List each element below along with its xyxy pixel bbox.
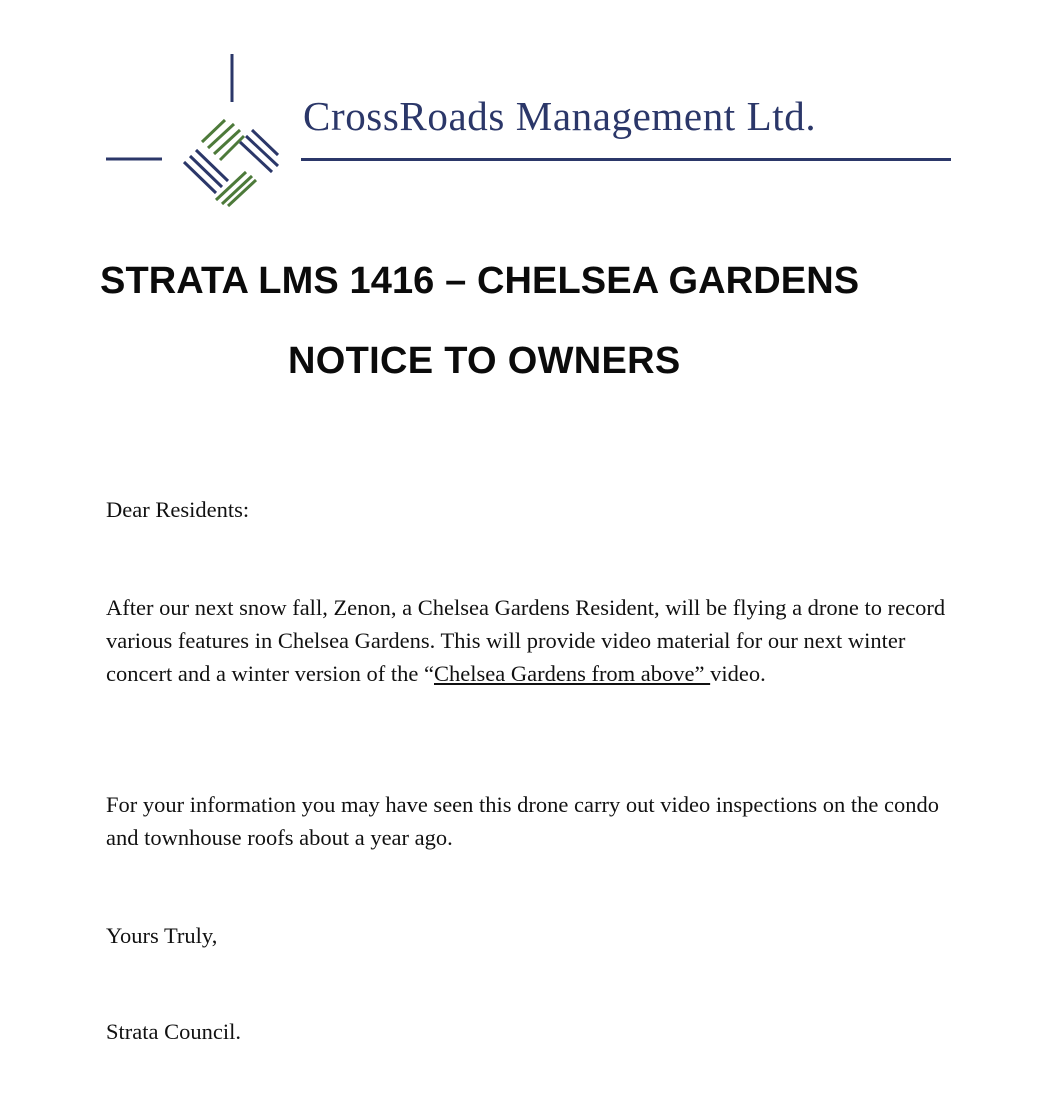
- salutation: Dear Residents:: [106, 497, 250, 522]
- document-subtitle: NOTICE TO OWNERS: [288, 340, 681, 382]
- signature: Strata Council.: [106, 1019, 241, 1044]
- paragraph-text-end: video.: [710, 661, 766, 686]
- paragraph-text: After our next snow fall, Zenon, a Chelsea Gardens Resident, will be flying a drone to record various features in Chelsea Gardens. This will provide video material for our next winter concert and a winter version of the “: [106, 595, 946, 686]
- company-name: CrossRoads Management Ltd.: [303, 93, 817, 139]
- letterhead-rule: [301, 158, 951, 161]
- closing: Yours Truly,: [106, 923, 218, 948]
- document-title: STRATA LMS 1416 – CHELSEA GARDENS: [100, 260, 860, 302]
- paragraph-info: For your information you may have seen this drone carry out video inspections on the condo and townhouse roofs about a year ago.: [106, 792, 939, 850]
- crossroads-lattice-icon: [0, 0, 300, 215]
- letterhead: [0, 0, 1051, 215]
- video-link[interactable]: Chelsea Gardens from above”: [434, 661, 711, 686]
- paragraph-drone-notice: [106, 591, 956, 690]
